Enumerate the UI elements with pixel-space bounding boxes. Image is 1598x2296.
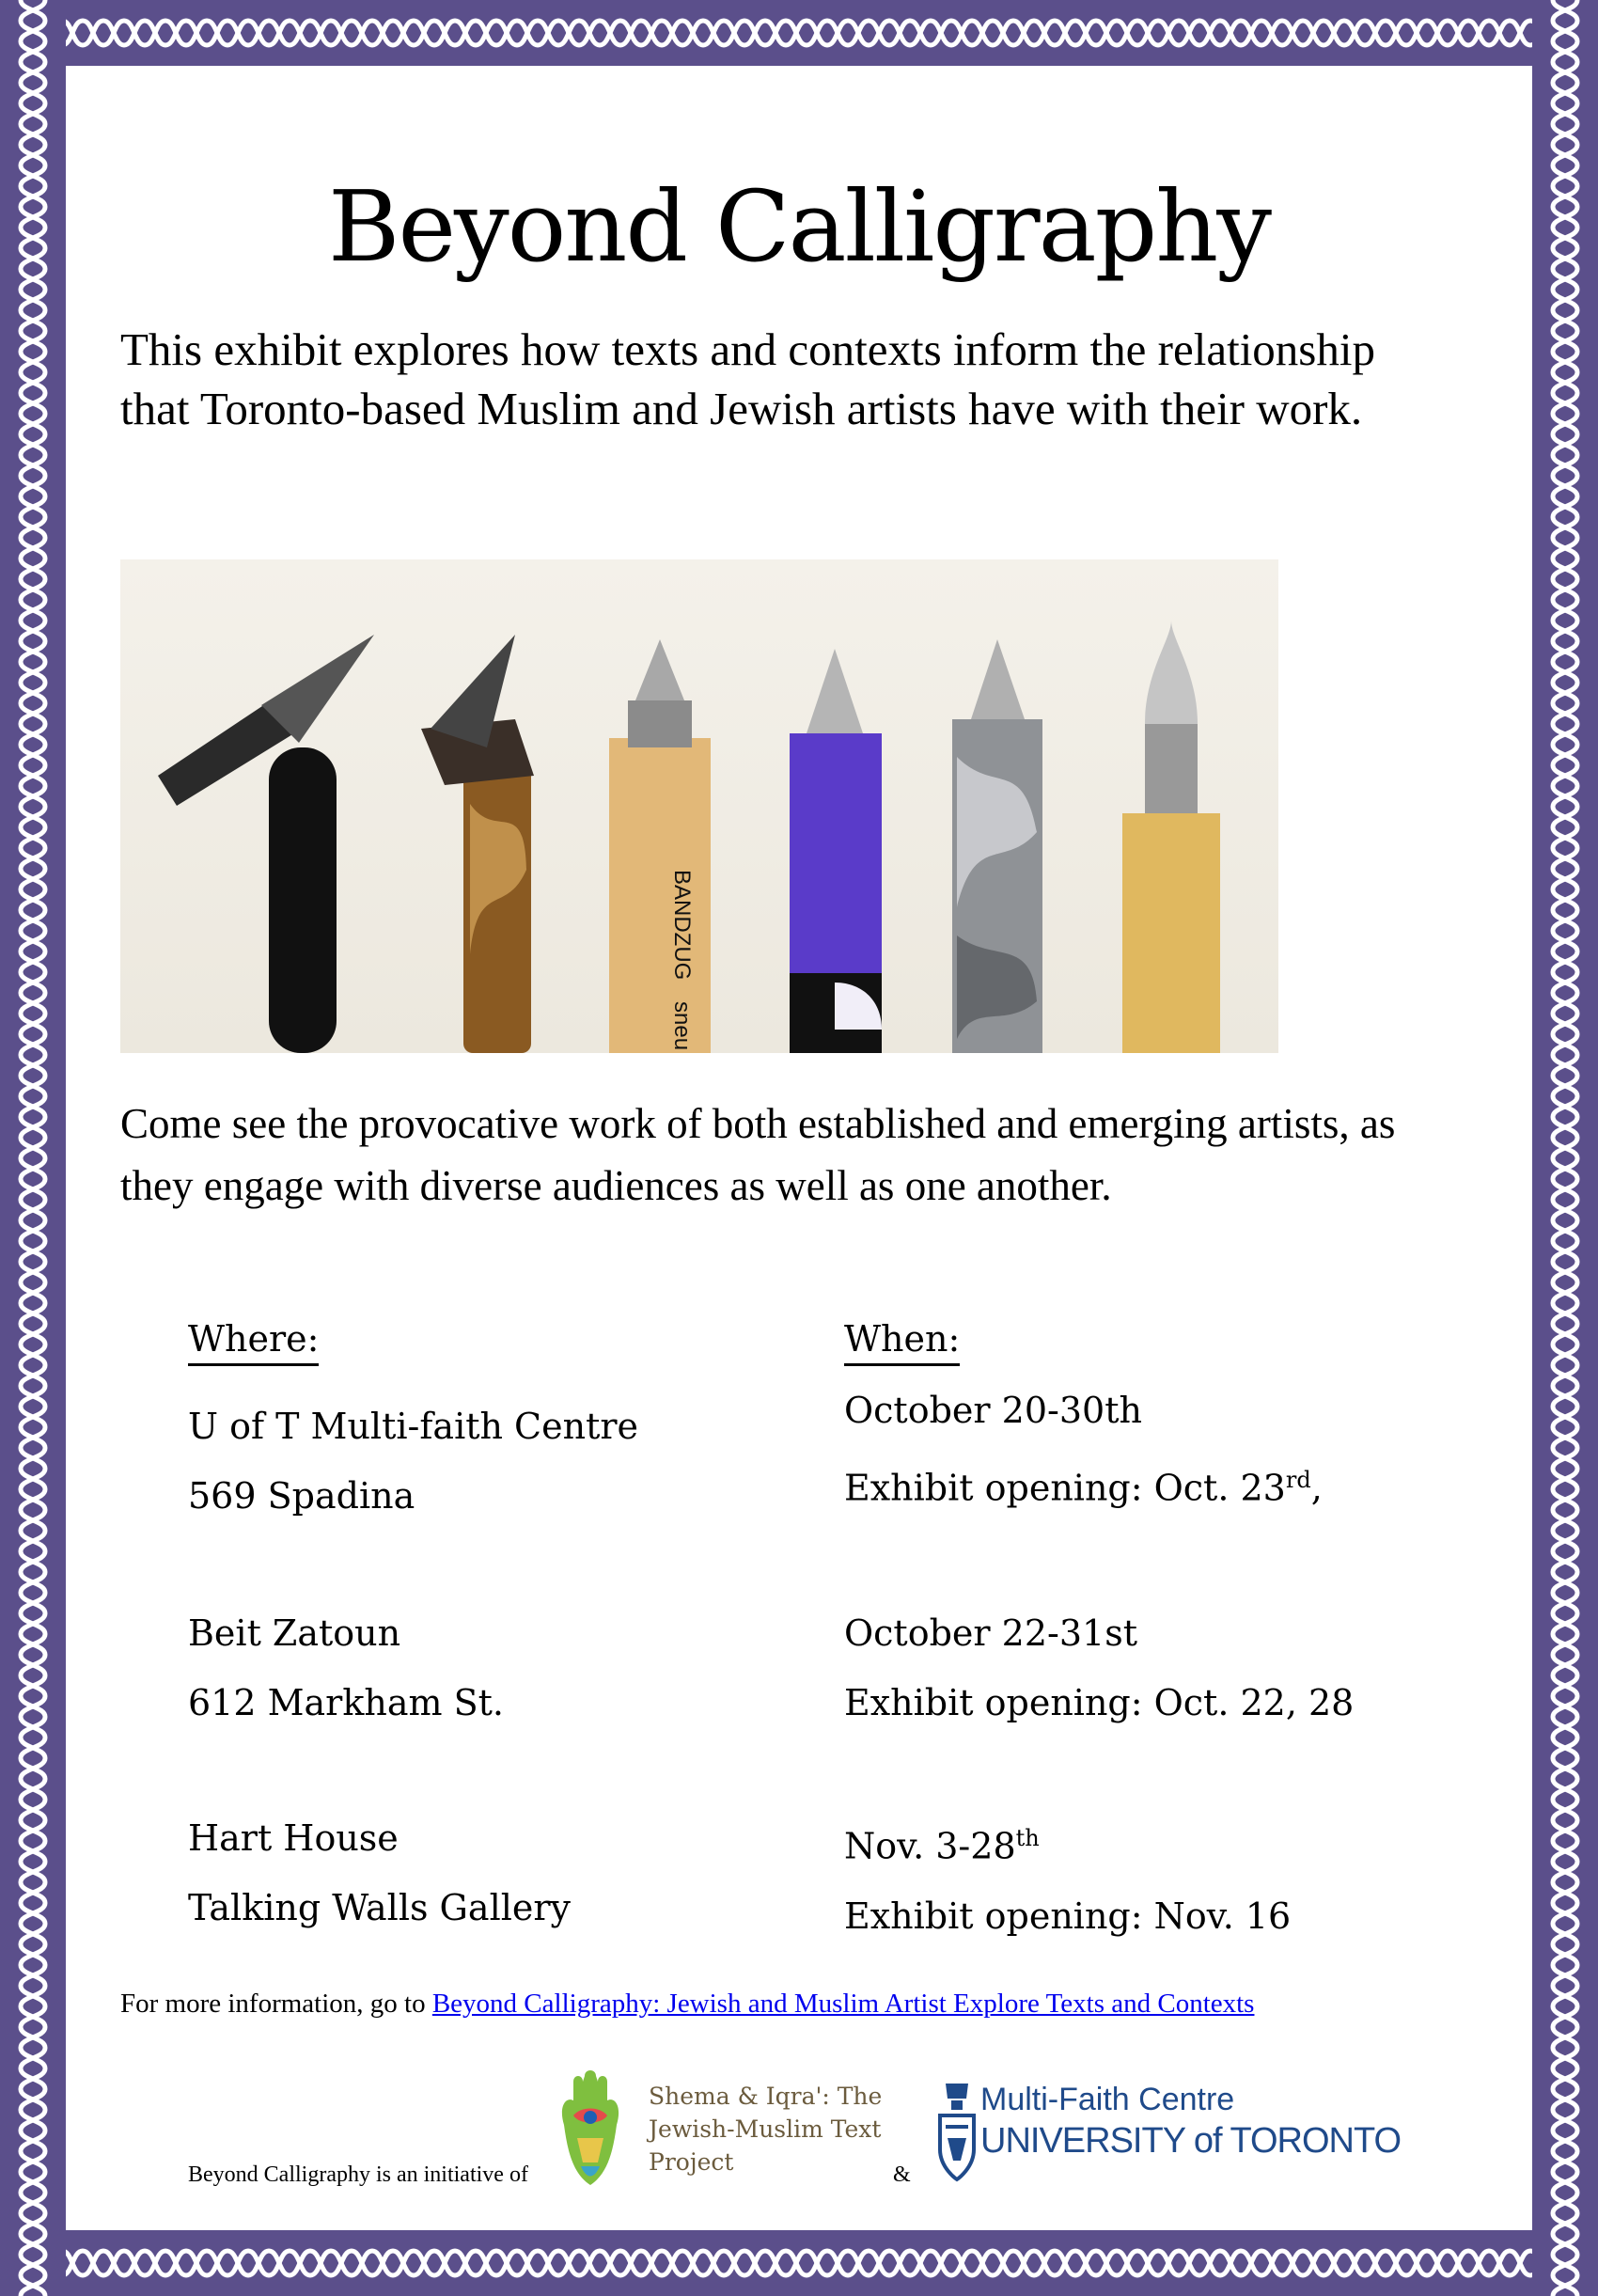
pen-3-label-b: sneu: [669, 1001, 695, 1051]
uoft-crest-icon: [938, 2082, 976, 2185]
initiative-text: Beyond Calligraphy is an initiative of: [188, 2162, 528, 2187]
pen-2: [421, 635, 534, 1053]
pens-illustration: [120, 559, 1278, 1053]
venue-dates: October 22-31st: [844, 1612, 1137, 1654]
venue-1-location: [188, 1392, 638, 1531]
when-label: When:: [844, 1318, 960, 1366]
intro-paragraph: This exhibit explores how texts and contexts inform the relationship that Toronto-based Muslim and Jewish artists have with their work.: [120, 323, 1375, 434]
venue-address: 612 Markham St.: [188, 1682, 504, 1723]
venue-address: Talking Walls Gallery: [188, 1887, 571, 1928]
uoft-name: UNIVERSITY of TORONTO: [980, 2121, 1402, 2161]
venue-3-dates: [844, 1803, 1291, 1951]
ampersand: &: [893, 2162, 911, 2187]
venue-name: Beit Zatoun: [188, 1612, 401, 1654]
more-info-line: [120, 1989, 1254, 2020]
pen-1: [158, 635, 374, 1053]
venue-1-dates: [844, 1376, 1323, 1523]
venue-address: 569 Spadina: [188, 1475, 415, 1517]
calligraphy-pens-photo: [120, 559, 1278, 1053]
venue-2-dates: [844, 1598, 1354, 1738]
venue-opening: Exhibit opening: Oct. 22, 28: [844, 1682, 1355, 1723]
pen-3-label: BANDZUG: [669, 870, 695, 981]
hamsa-logo: [553, 2068, 628, 2191]
venue-name: U of T Multi-faith Centre: [188, 1406, 639, 1447]
more-info-link[interactable]: Beyond Calligraphy: Jewish and Muslim Artist Explore Texts and Contexts: [431, 1989, 1255, 2019]
pen-6: [1122, 621, 1220, 1053]
more-info-prefix: For more information, go to: [120, 1989, 432, 2019]
pen-3: [609, 639, 711, 1053]
come-see-paragraph: Come see the provocative work of both established and emerging artists, as they engage with diverse audiences as well as one another.: [120, 1100, 1396, 1209]
venue-2-location: [188, 1598, 504, 1738]
shema-iqra-name: Shema & Iqra': The Jewish-Muslim Text Project: [649, 2083, 883, 2176]
multi-faith-centre-name: Multi-Faith Centre: [980, 2082, 1235, 2117]
venue-3-location: [188, 1803, 571, 1942]
pen-4: [790, 649, 882, 1053]
venue-opening: Exhibit opening: Nov. 16: [844, 1895, 1292, 1937]
venue-opening: Exhibit opening: Oct. 23rd,: [844, 1467, 1323, 1509]
where-label: Where:: [188, 1318, 319, 1366]
pen-5: [952, 639, 1042, 1053]
venue-dates: Nov. 3-28th: [844, 1825, 1040, 1867]
venue-dates: October 20-30th: [844, 1390, 1142, 1431]
venue-name: Hart House: [188, 1817, 399, 1859]
poster-title: Beyond Calligraphy: [328, 169, 1270, 284]
